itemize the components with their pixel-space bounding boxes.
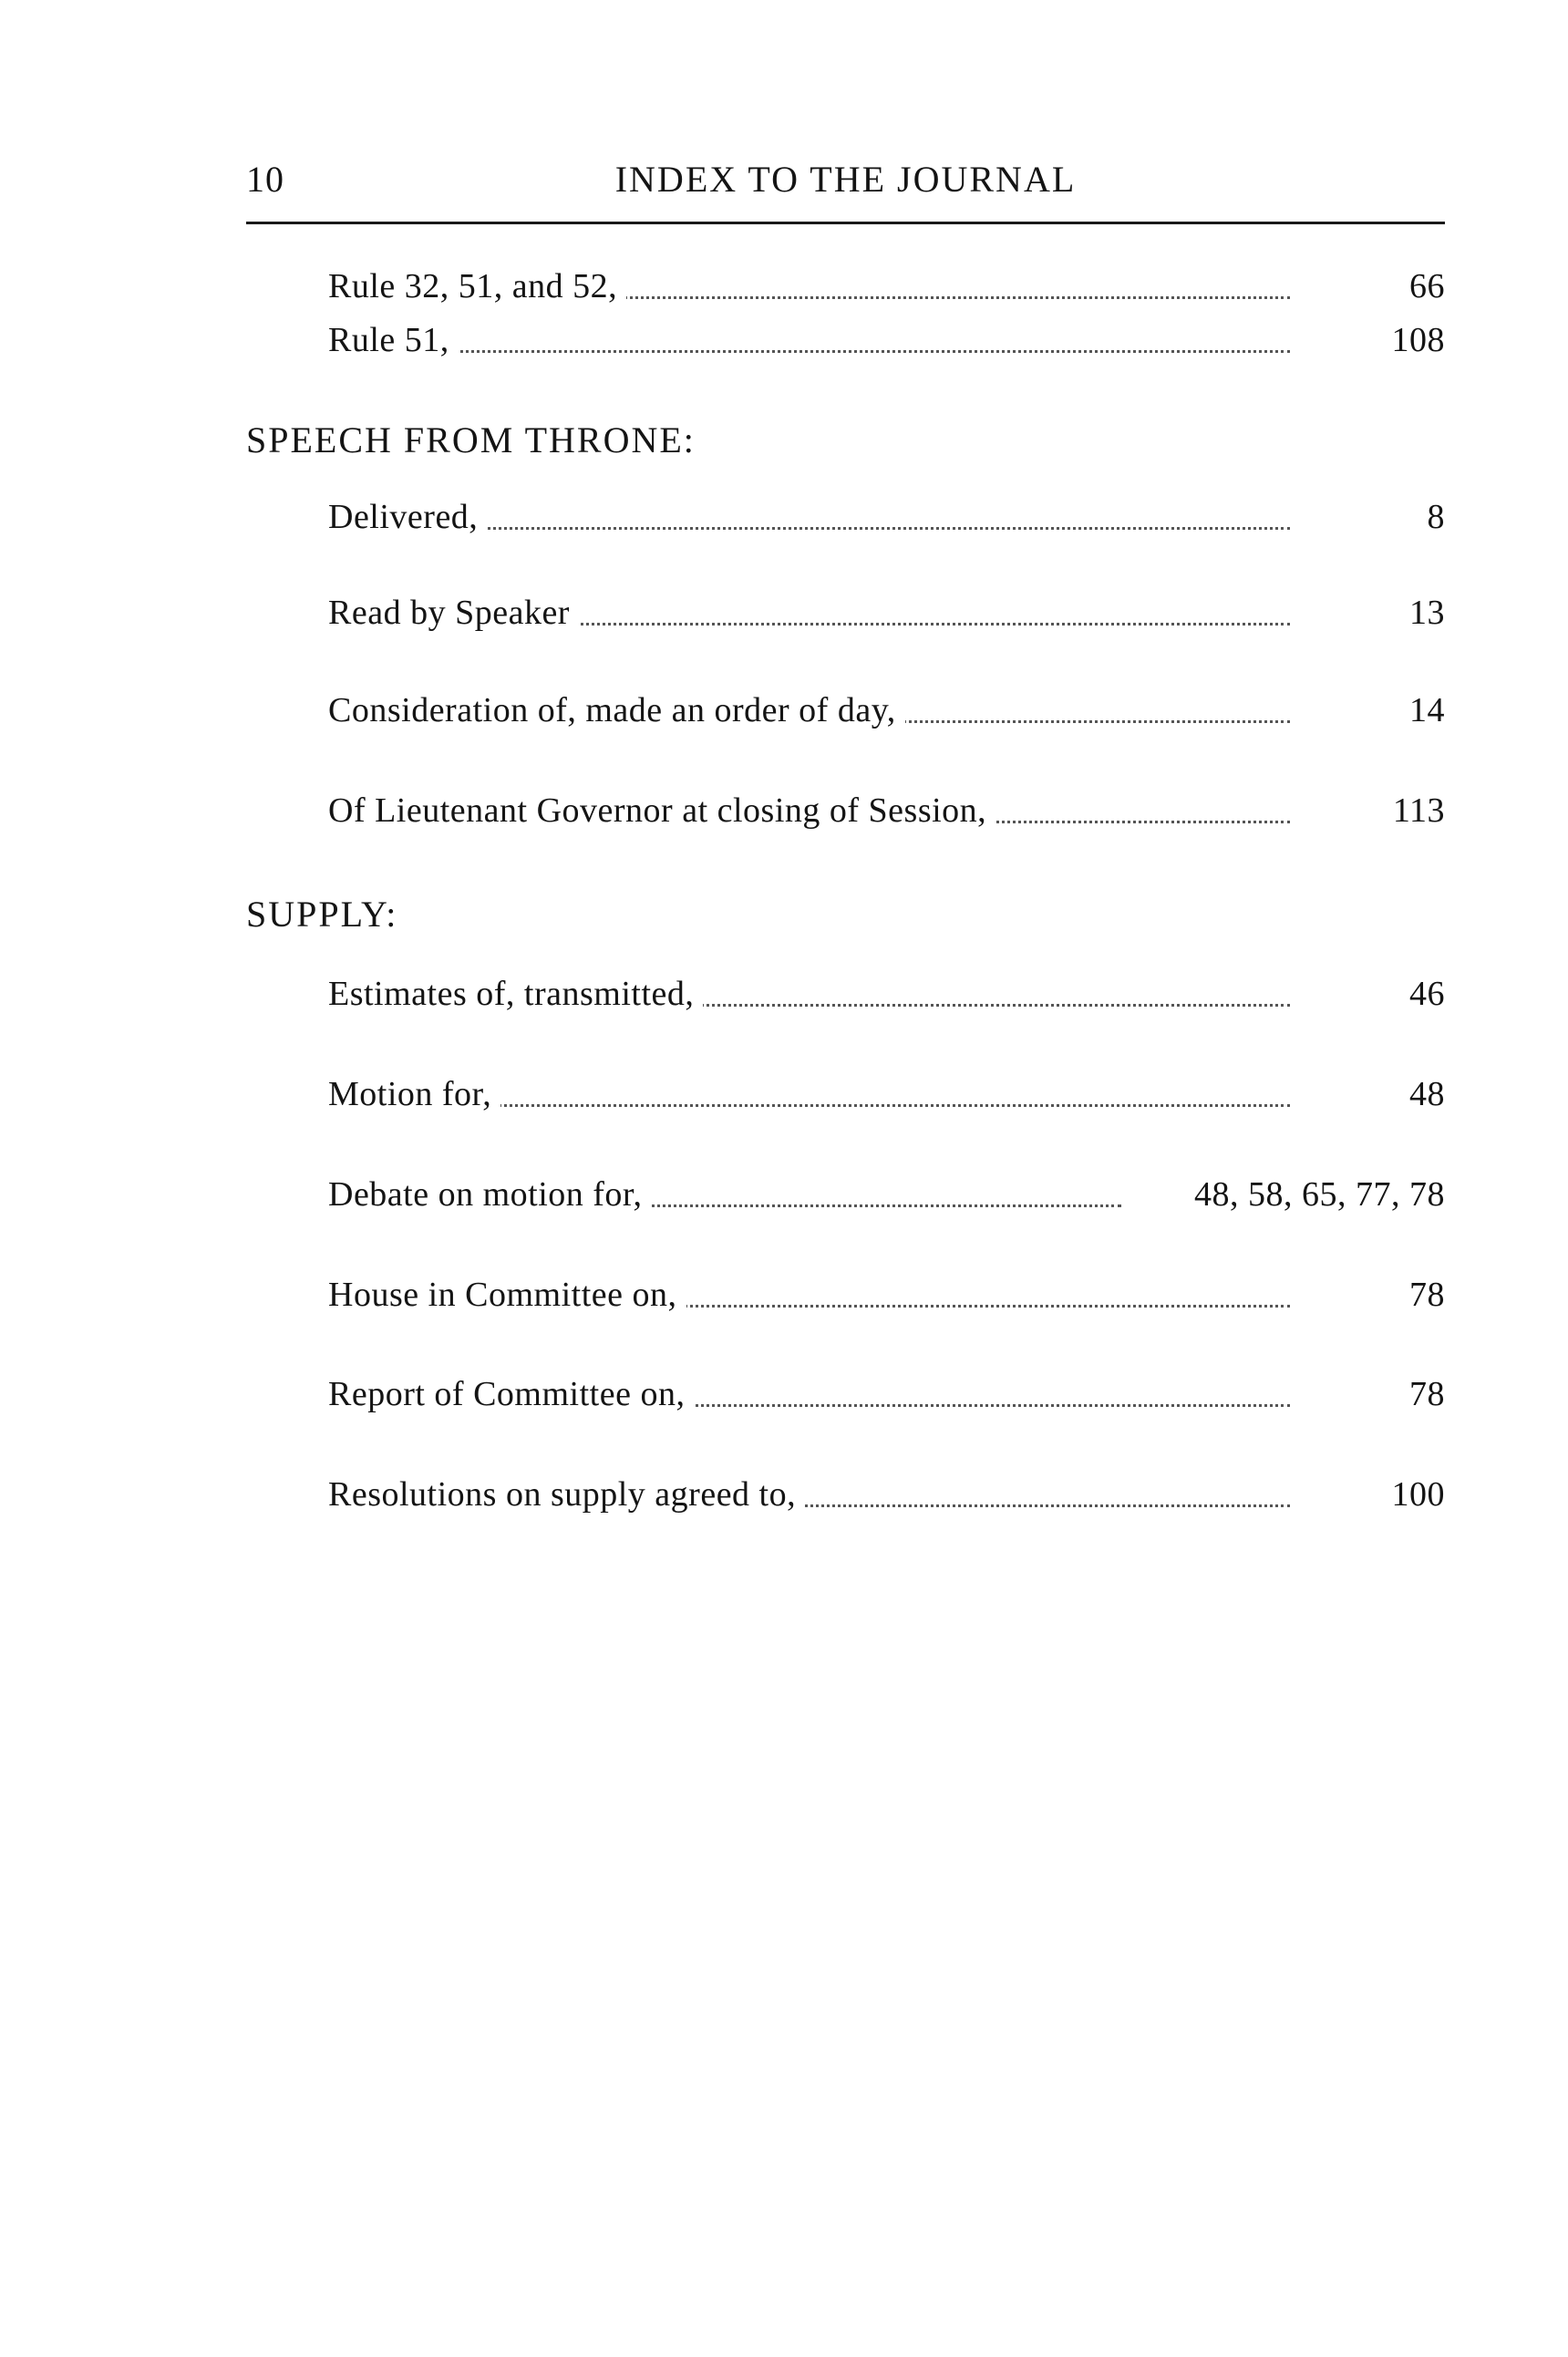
entry-pages: 100 [1391, 1475, 1445, 1514]
index-entry [328, 1170, 1445, 1219]
section-heading-speech-from-throne: SPEECH FROM THRONE: [246, 419, 696, 460]
entry-text: Read by Speaker [328, 588, 579, 637]
entry-pages: 66 [1409, 267, 1445, 305]
index-entry [328, 969, 1445, 1018]
index-entry [328, 315, 1445, 365]
entry-pages: 108 [1391, 321, 1445, 359]
entry-text: House in Committee on, [328, 1270, 686, 1319]
entry-text: Estimates of, transmitted, [328, 969, 703, 1018]
entry-text: Of Lieutenant Governor at closing of Session, [328, 786, 995, 835]
entry-pages: 48, 58, 65, 77, 78 [1194, 1175, 1445, 1214]
entry-pages: 14 [1409, 691, 1445, 729]
entry-pages: 46 [1409, 975, 1445, 1013]
entry-pages: 113 [1392, 791, 1445, 830]
index-entry [328, 686, 1445, 735]
running-title: INDEX TO THE JOURNAL [614, 159, 1077, 200]
entry-pages: 78 [1409, 1375, 1445, 1413]
entry-pages: 13 [1409, 594, 1445, 632]
entry-text: Rule 32, 51, and 52, [328, 262, 626, 311]
entry-text: Consideration of, made an order of day, [328, 686, 905, 735]
index-entry [328, 492, 1445, 542]
index-entry [328, 1370, 1445, 1419]
dot-leader [328, 350, 1290, 353]
index-entry [328, 1470, 1445, 1519]
entry-text: Delivered, [328, 492, 487, 542]
header-rule [246, 222, 1445, 224]
entry-text: Resolutions on supply agreed to, [328, 1470, 805, 1519]
index-entry [328, 1270, 1445, 1319]
index-entry [328, 588, 1445, 637]
entry-text: Debate on motion for, [328, 1170, 652, 1219]
entry-text: Report of Committee on, [328, 1370, 694, 1419]
page-header [246, 157, 1445, 202]
entry-text: Motion for, [328, 1070, 500, 1119]
entry-pages: 8 [1427, 498, 1445, 536]
entry-text: Rule 51, [328, 315, 459, 365]
entry-pages: 78 [1409, 1276, 1445, 1314]
section-heading-supply: SUPPLY: [246, 894, 398, 935]
page-number: 10 [246, 159, 284, 200]
index-entry [328, 786, 1445, 835]
entry-pages: 48 [1409, 1075, 1445, 1113]
index-entry [328, 262, 1445, 311]
index-entry [328, 1070, 1445, 1119]
